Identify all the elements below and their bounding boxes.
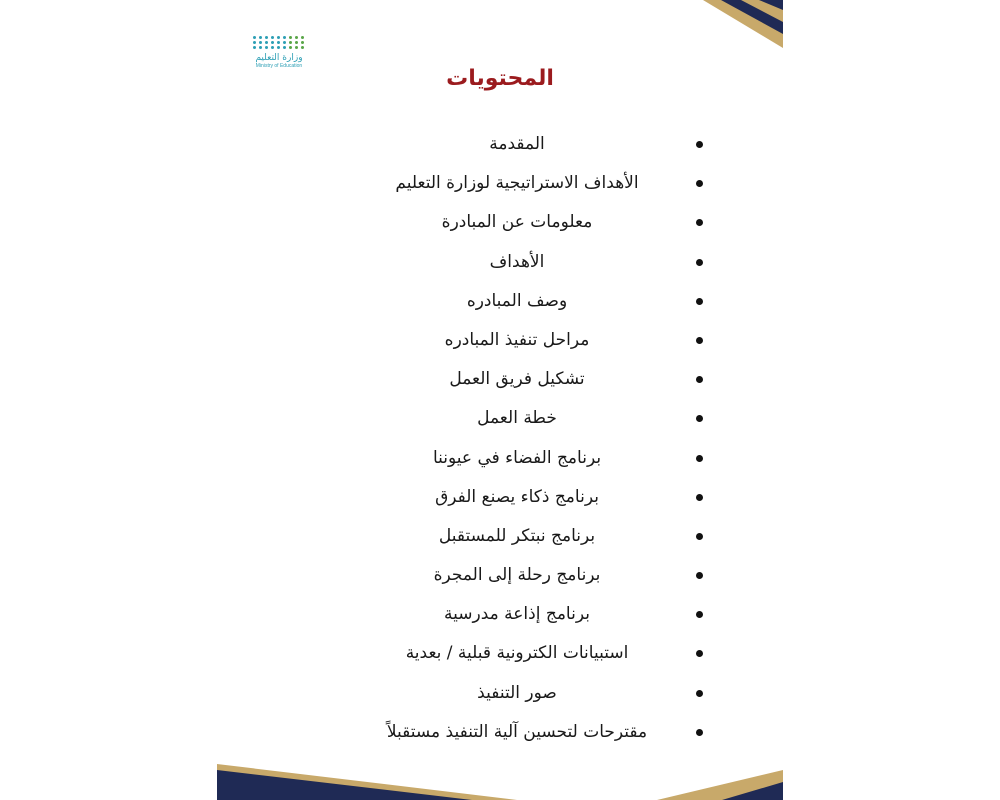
logo-dot bbox=[283, 36, 286, 39]
logo-dot bbox=[253, 41, 256, 44]
list-item bbox=[337, 164, 697, 203]
list-item-text: تشكيل فريق العمل bbox=[449, 369, 585, 390]
logo-dot bbox=[277, 36, 280, 39]
logo-dot bbox=[301, 41, 304, 44]
logo-dot bbox=[265, 41, 268, 44]
bullet-icon bbox=[696, 180, 703, 187]
bullet-icon bbox=[696, 729, 703, 736]
logo-dot bbox=[259, 36, 262, 39]
bullet-icon bbox=[696, 650, 703, 657]
bullet-icon bbox=[696, 533, 703, 540]
logo-dot bbox=[289, 46, 292, 49]
logo-dot bbox=[271, 36, 274, 39]
list-item-text: برنامج إذاعة مدرسية bbox=[444, 604, 590, 625]
list-item bbox=[337, 439, 697, 478]
list-item bbox=[337, 517, 697, 556]
logo-name-ar: وزارة التعليم bbox=[255, 53, 303, 63]
list-item-text: مراحل تنفيذ المبادره bbox=[444, 329, 590, 350]
list-item bbox=[337, 595, 697, 634]
bottom-decoration bbox=[217, 760, 783, 800]
logo-dot bbox=[265, 46, 268, 49]
list-item bbox=[337, 282, 697, 321]
bullet-icon bbox=[696, 415, 703, 422]
list-item-text: المقدمة bbox=[489, 134, 545, 154]
bullet-icon bbox=[696, 337, 703, 344]
top-corner-decoration bbox=[683, 0, 783, 55]
list-item bbox=[337, 674, 697, 713]
list-item bbox=[337, 634, 697, 673]
list-item bbox=[337, 203, 697, 242]
list-item-text: استبيانات الكترونية قبلية / بعدية bbox=[405, 643, 629, 664]
list-item-text: خطة العمل bbox=[477, 408, 557, 429]
list-item-text: وصف المبادره bbox=[466, 290, 568, 311]
list-item bbox=[337, 713, 697, 752]
logo-dot bbox=[289, 36, 292, 39]
list-item bbox=[337, 478, 697, 517]
bullet-icon bbox=[696, 611, 703, 618]
list-item-text: الأهداف الاستراتيجية لوزارة التعليم bbox=[395, 173, 639, 194]
bullet-icon bbox=[696, 141, 703, 148]
bullet-icon bbox=[696, 494, 703, 501]
logo-dot bbox=[253, 46, 256, 49]
bullet-icon bbox=[696, 259, 703, 266]
list-item bbox=[337, 399, 697, 438]
logo-dot bbox=[289, 41, 292, 44]
logo-dot bbox=[295, 46, 298, 49]
list-item bbox=[337, 360, 697, 399]
list-item-text: برنامج ذكاء يصنع الفرق bbox=[435, 486, 599, 507]
bullet-icon bbox=[696, 298, 703, 305]
list-item-text: برنامج الفضاء في عيوننا bbox=[432, 447, 602, 468]
logo-dot bbox=[271, 41, 274, 44]
logo-name-en: Ministry of Education bbox=[255, 63, 303, 69]
contents-list bbox=[337, 125, 697, 752]
bullet-icon bbox=[696, 455, 703, 462]
list-item bbox=[337, 243, 697, 282]
list-item bbox=[337, 321, 697, 360]
list-item-text: الأهداف bbox=[489, 251, 545, 272]
bullet-icon bbox=[696, 219, 703, 226]
logo-dot bbox=[277, 41, 280, 44]
logo-dot bbox=[259, 41, 262, 44]
list-item-text: برنامج رحلة إلى المجرة bbox=[433, 565, 601, 586]
logo-dot bbox=[277, 46, 280, 49]
bullet-icon bbox=[696, 572, 703, 579]
bullet-icon bbox=[696, 376, 703, 383]
page-title: المحتويات bbox=[446, 66, 554, 91]
logo-dots bbox=[253, 36, 305, 49]
list-item-text: معلومات عن المبادرة bbox=[441, 212, 593, 233]
logo-dot bbox=[283, 41, 286, 44]
logo-dot bbox=[301, 46, 304, 49]
logo-dot bbox=[259, 46, 262, 49]
bullet-icon bbox=[696, 690, 703, 697]
logo-dot bbox=[295, 41, 298, 44]
logo-dot bbox=[271, 46, 274, 49]
list-item-text: صور التنفيذ bbox=[477, 682, 557, 703]
logo-dot bbox=[301, 36, 304, 39]
list-item-text: برنامج نبتكر للمستقبل bbox=[438, 525, 596, 546]
logo-dot bbox=[295, 36, 298, 39]
list-item bbox=[337, 556, 697, 595]
logo-dot bbox=[265, 36, 268, 39]
logo-dot bbox=[283, 46, 286, 49]
list-item bbox=[337, 125, 697, 164]
list-item-text: مقترحات لتحسين آلية التنفيذ مستقبلاً bbox=[386, 721, 648, 742]
document-page bbox=[217, 0, 783, 800]
logo-dot bbox=[253, 36, 256, 39]
